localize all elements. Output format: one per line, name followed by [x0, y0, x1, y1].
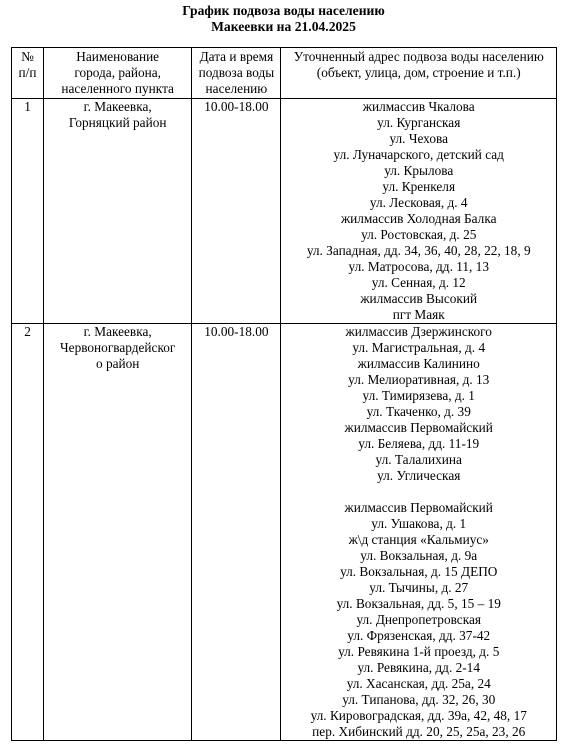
address-line: ул. Ревякина, дд. 2-14	[357, 660, 480, 675]
address-line: ул. Тычины, д. 27	[369, 580, 469, 595]
row-number: 1	[12, 99, 44, 324]
locality-line: г. Макеевка,	[83, 99, 152, 114]
address-line: ул. Сенная, д. 12	[371, 275, 466, 290]
address-line: ул. Кировоградская, дд. 39а, 42, 48, 17	[310, 708, 527, 723]
title-line: График подвоза воды населению	[182, 3, 385, 18]
address-line: ул. Вокзальная, дд. 5, 15 – 19	[336, 596, 501, 611]
table-row	[12, 324, 557, 741]
address-line: ул. Хасанская, дд. 25а, 24	[346, 676, 491, 691]
locality-line: г. Макеевка,	[83, 324, 152, 339]
address-line: жилмассив Первомайский	[344, 420, 493, 435]
address-line: ул. Луначарского, детский сад	[333, 147, 504, 162]
address-line: ул. Курганская	[377, 115, 461, 130]
address-line: жилмассив Холодная Балка	[340, 211, 497, 226]
header-name: Наименование города, района, населенного пункта	[44, 48, 192, 99]
address-line: ул. Углическая	[377, 468, 461, 483]
address-line: ул. Крылова	[384, 163, 454, 178]
address-line: жилмассив Дзержинского	[345, 324, 492, 339]
locality-line: Червоногвардейског	[60, 340, 176, 355]
address-line: ул. Кренкеля	[382, 179, 456, 194]
address-line: ул. Фрязенская, дд. 37-42	[347, 628, 491, 643]
address-line: ул. Типанова, дд. 32, 26, 30	[342, 692, 496, 707]
address-line: ул. Беляева, дд. 11-19	[358, 436, 480, 451]
address-line: ул. Матросова, дд. 11, 13	[348, 259, 489, 274]
address-line: ул. Вокзальная, д. 15 ДЕПО	[340, 564, 498, 579]
address-line: пер. Хибинский дд. 20, 25, 25а, 23, 26	[312, 724, 526, 739]
address-line: ул. Днепропетровская	[356, 612, 481, 627]
header-row	[12, 48, 557, 99]
address-line: ул. Ревякина 1-й проезд, д. 5	[338, 644, 500, 659]
row-number: 2	[12, 324, 44, 741]
title-line: Макеевки на 21.04.2025	[211, 19, 356, 34]
address-line: ул. Западная, дд. 34, 36, 40, 28, 22, 18, 9	[306, 243, 531, 258]
row-locality	[44, 99, 192, 324]
address-line: пгт Маяк	[392, 307, 445, 322]
address-line: ул. Чехова	[389, 131, 448, 146]
water-schedule-table	[11, 47, 557, 741]
locality-line: о район	[95, 356, 140, 371]
address-line: ж\д станция «Кальмиус»	[348, 532, 489, 547]
address-line: ул. Талалихина	[375, 452, 462, 467]
row-time: 10.00-18.00	[192, 99, 281, 324]
row-addresses	[281, 324, 557, 741]
address-line: жилмассив Первомайский	[344, 500, 493, 515]
address-line: жилмассив Калинино	[357, 356, 480, 371]
address-line: ул. Ткаченко, д. 39	[366, 404, 471, 419]
header-address: Уточненный адрес подвоза воды населению (объект, улица, дом, строение и т.п.)	[281, 48, 557, 99]
address-line: ул. Ростовская, д. 25	[361, 227, 477, 242]
header-time: Дата и время подвоза воды населению	[192, 48, 281, 99]
row-time: 10.00-18.00	[192, 324, 281, 741]
address-line: ул. Тимирязева, д. 1	[362, 388, 475, 403]
address-line: ул. Магистральная, д. 4	[352, 340, 486, 355]
header-num: № п/п	[12, 48, 44, 99]
address-line: ул. Ушакова, д. 1	[371, 516, 467, 531]
row-addresses	[281, 99, 557, 324]
locality-line: Горняцкий район	[68, 115, 167, 130]
row-locality	[44, 324, 192, 741]
address-line: жилмассив Высокий	[360, 291, 478, 306]
document-title	[0, 3, 567, 35]
table-row	[12, 99, 557, 324]
address-line: ул. Мелиоративная, д. 13	[348, 372, 490, 387]
address-line: ул. Вокзальная, д. 9а	[360, 548, 478, 563]
address-line: ул. Лесковая, д. 4	[369, 195, 468, 210]
address-line: жилмассив Чкалова	[362, 99, 475, 114]
